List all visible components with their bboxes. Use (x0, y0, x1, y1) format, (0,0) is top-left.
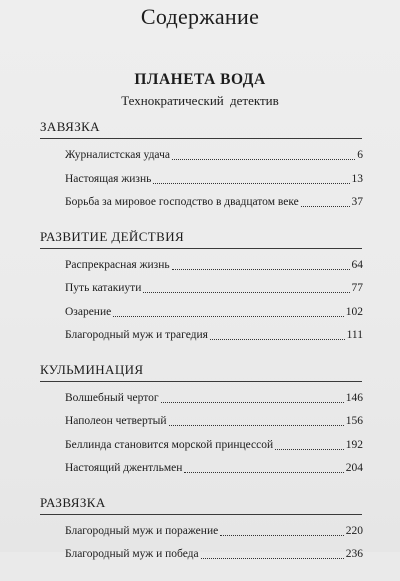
dot-leader (172, 159, 355, 160)
entry-page-number: 37 (351, 196, 363, 208)
section-heading: РАЗВЯЗКА (40, 495, 362, 515)
toc-entry (65, 168, 363, 192)
dot-leader (275, 449, 344, 450)
entry-page-number: 192 (345, 438, 363, 451)
dot-leader (220, 535, 344, 536)
toc-entry (65, 254, 363, 278)
entry-page-number: 236 (345, 548, 363, 560)
dot-leader (113, 316, 344, 317)
section-heading: ЗАВЯЗКА (40, 119, 362, 139)
page-title: Содержание (140, 4, 260, 29)
dot-leader (161, 402, 344, 403)
toc-entry (65, 543, 363, 567)
toc-entry (65, 277, 363, 301)
entry-page-number: 220 (345, 524, 363, 537)
toc-section (0, 229, 400, 348)
toc-entry (65, 324, 363, 348)
entry-page-number: 13 (351, 172, 363, 185)
entry-page-number: 111 (346, 329, 363, 341)
entry-title: Наполеон четвертый (65, 415, 167, 427)
toc-entry (65, 410, 363, 434)
entry-page-number: 204 (345, 462, 363, 474)
toc-entry (65, 301, 363, 325)
dot-leader (184, 472, 343, 473)
dot-leader (143, 292, 349, 293)
toc-entry (65, 434, 363, 458)
entry-page-number: 77 (351, 282, 363, 294)
toc-section (0, 362, 400, 481)
book-subtitle: Технократический детектив (121, 93, 279, 108)
entry-title: Озарение (65, 305, 112, 318)
toc-entry (65, 387, 363, 411)
entry-title: Журналистская удача (65, 149, 170, 161)
section-heading: КУЛЬМИНАЦИЯ (40, 362, 362, 382)
entry-page-number: 146 (345, 391, 363, 404)
dot-leader (153, 183, 349, 184)
entry-page-number: 6 (357, 149, 363, 161)
entry-title: Путь катакиути (65, 282, 142, 294)
entry-title: Беллинда становится морской принцессой (65, 438, 274, 451)
entry-page-number: 64 (351, 258, 363, 271)
toc-entry (65, 520, 363, 544)
toc-section (0, 495, 400, 567)
book-title: ПЛАНЕТА ВОДА (134, 71, 266, 88)
entry-title: Волшебный чертог (65, 391, 159, 404)
dot-leader (210, 339, 345, 340)
entry-title: Благородный муж и победа (65, 548, 199, 560)
entry-title: Настоящая жизнь (65, 172, 152, 185)
entry-title: Настоящий джентльмен (65, 462, 183, 474)
entry-title: Борьба за мировое господство в двадцатом веке (65, 196, 299, 208)
entry-title: Благородный муж и трагедия (65, 329, 208, 341)
section-heading: РАЗВИТИЕ ДЕЙСТВИЯ (40, 229, 362, 249)
toc-entry (65, 457, 363, 481)
table-of-contents (0, 119, 400, 581)
entry-title: Благородный муж и поражение (65, 524, 219, 537)
toc-section (0, 119, 400, 215)
entry-title: Распрекрасная жизнь (65, 258, 170, 271)
dot-leader (301, 206, 350, 207)
dot-leader (172, 269, 350, 270)
dot-leader (169, 425, 344, 426)
dot-leader (201, 558, 344, 559)
toc-entry (65, 144, 363, 168)
toc-entry (65, 191, 363, 215)
entry-page-number: 102 (345, 305, 363, 318)
entry-page-number: 156 (345, 415, 363, 427)
